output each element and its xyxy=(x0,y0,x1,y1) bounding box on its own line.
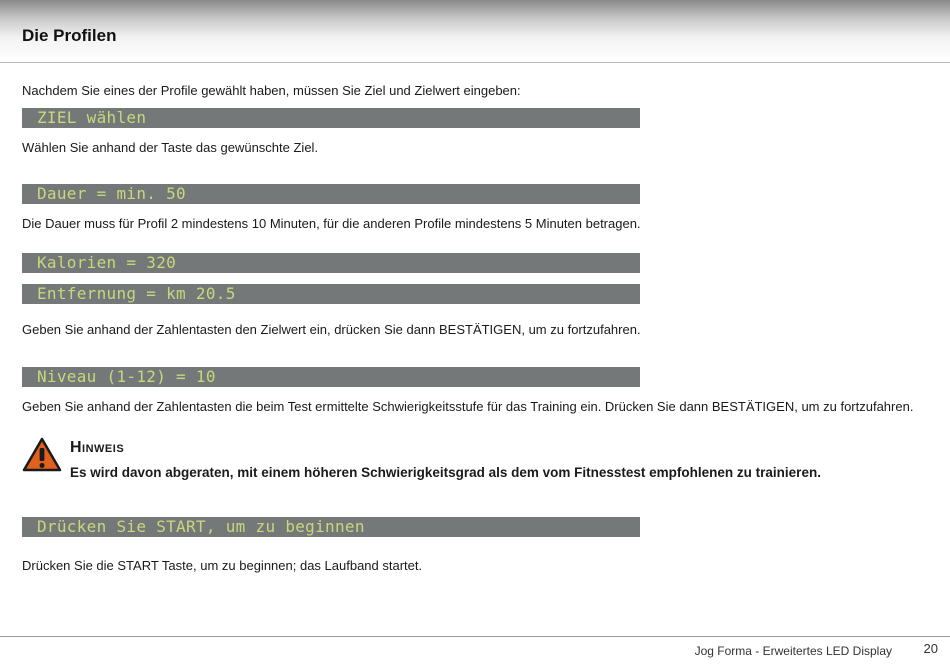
lcd-display-ziel: ZIEL wählen xyxy=(22,108,640,128)
lcd-display-start: Drücken Sie START, um zu beginnen xyxy=(22,517,640,537)
lcd-display-niveau: Niveau (1-12) = 10 xyxy=(22,367,640,387)
page-title: Die Profilen xyxy=(22,26,117,45)
lcd-display-kalorien: Kalorien = 320 xyxy=(22,253,640,273)
lcd-display-entfernung: Entfernung = km 20.5 xyxy=(22,284,640,304)
footer-label: Jog Forma - Erweitertes LED Display xyxy=(694,644,892,658)
footer-divider xyxy=(0,636,950,637)
dauer-description: Die Dauer muss für Profil 2 mindestens 10 Minuten, für die anderen Profile mindestens 5 Minuten betragen. xyxy=(22,216,641,231)
zielwert-description: Geben Sie anhand der Zahlentasten den Zielwert ein, drücken Sie dann BESTÄTIGEN, um zu fortzufahren. xyxy=(22,322,641,337)
page-header xyxy=(0,0,950,63)
note-title: Hinweis xyxy=(70,439,125,456)
lcd-display-dauer: Dauer = min. 50 xyxy=(22,184,640,204)
intro-text: Nachdem Sie eines der Profile gewählt haben, müssen Sie Ziel und Zielwert eingeben: xyxy=(22,83,521,98)
niveau-description: Geben Sie anhand der Zahlentasten die beim Test ermittelte Schwierigkeitsstufe für das Training ein. Drücken Sie dann BESTÄTIGEN, um zu fortzufahren. xyxy=(22,399,914,414)
page-number: 20 xyxy=(923,641,938,656)
warning-icon xyxy=(22,437,62,473)
ziel-description: Wählen Sie anhand der Taste das gewünschte Ziel. xyxy=(22,140,319,155)
start-description: Drücken Sie die START Taste, um zu beginnen; das Laufband startet. xyxy=(22,558,423,573)
note-text: Es wird davon abgeraten, mit einem höheren Schwierigkeitsgrad als dem vom Fitnesstest empfohlenen zu trainieren. xyxy=(70,465,821,480)
